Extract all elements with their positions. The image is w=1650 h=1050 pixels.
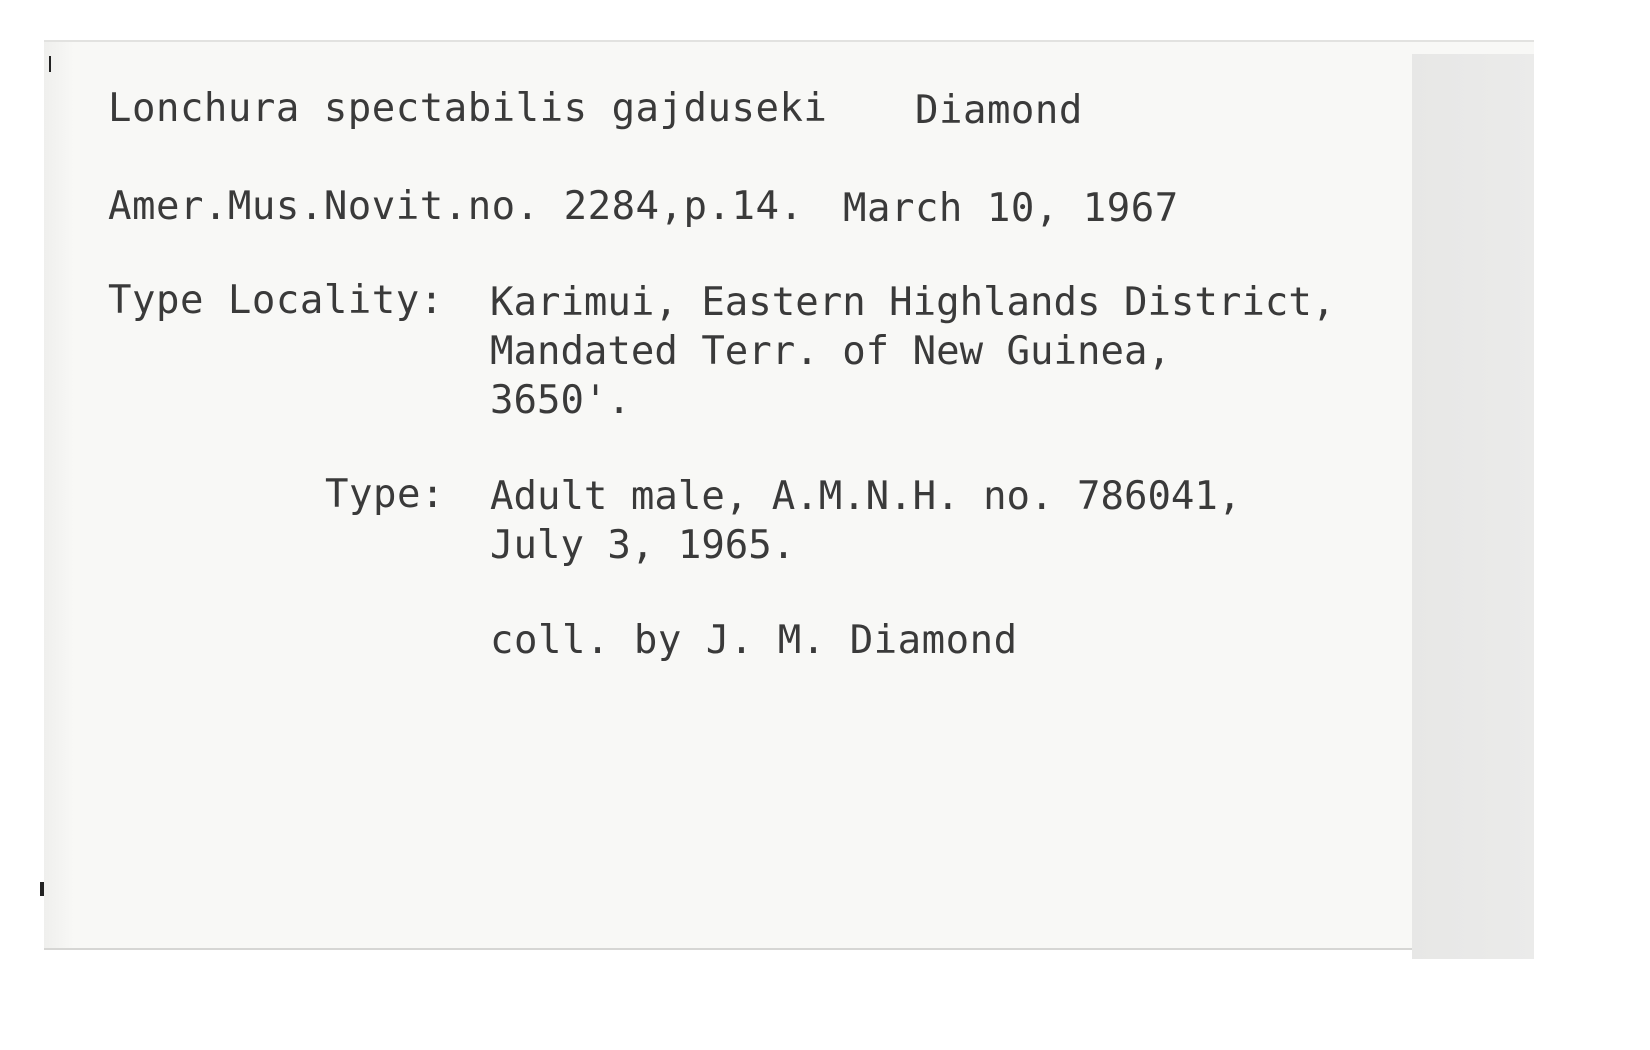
type-text [490, 472, 1241, 570]
type-locality-line: Mandated Terr. of New Guinea, [490, 329, 1171, 374]
type-locality-line: Karimui, Eastern Highlands District, [490, 280, 1336, 325]
card-left-shade [44, 42, 74, 948]
type-locality-text [490, 278, 1335, 425]
scan-mark [40, 882, 44, 896]
scan-mark [49, 56, 51, 72]
species-author: Diamond [915, 88, 1083, 133]
type-label: Type: [325, 472, 445, 517]
collector: coll. by J. M. Diamond [490, 618, 1018, 663]
publication-date: March 10, 1967 [843, 186, 1179, 231]
citation: Amer.Mus.Novit.no. 2284,p.14. [108, 184, 804, 229]
type-locality-line: 3650'. [490, 378, 631, 423]
card-right-strip [1412, 54, 1534, 959]
species-name: Lonchura spectabilis gajduseki [108, 86, 828, 131]
type-line: Adult male, A.M.N.H. no. 786041, [490, 474, 1242, 519]
type-line: July 3, 1965. [490, 523, 796, 568]
type-locality-label: Type Locality: [108, 278, 444, 323]
